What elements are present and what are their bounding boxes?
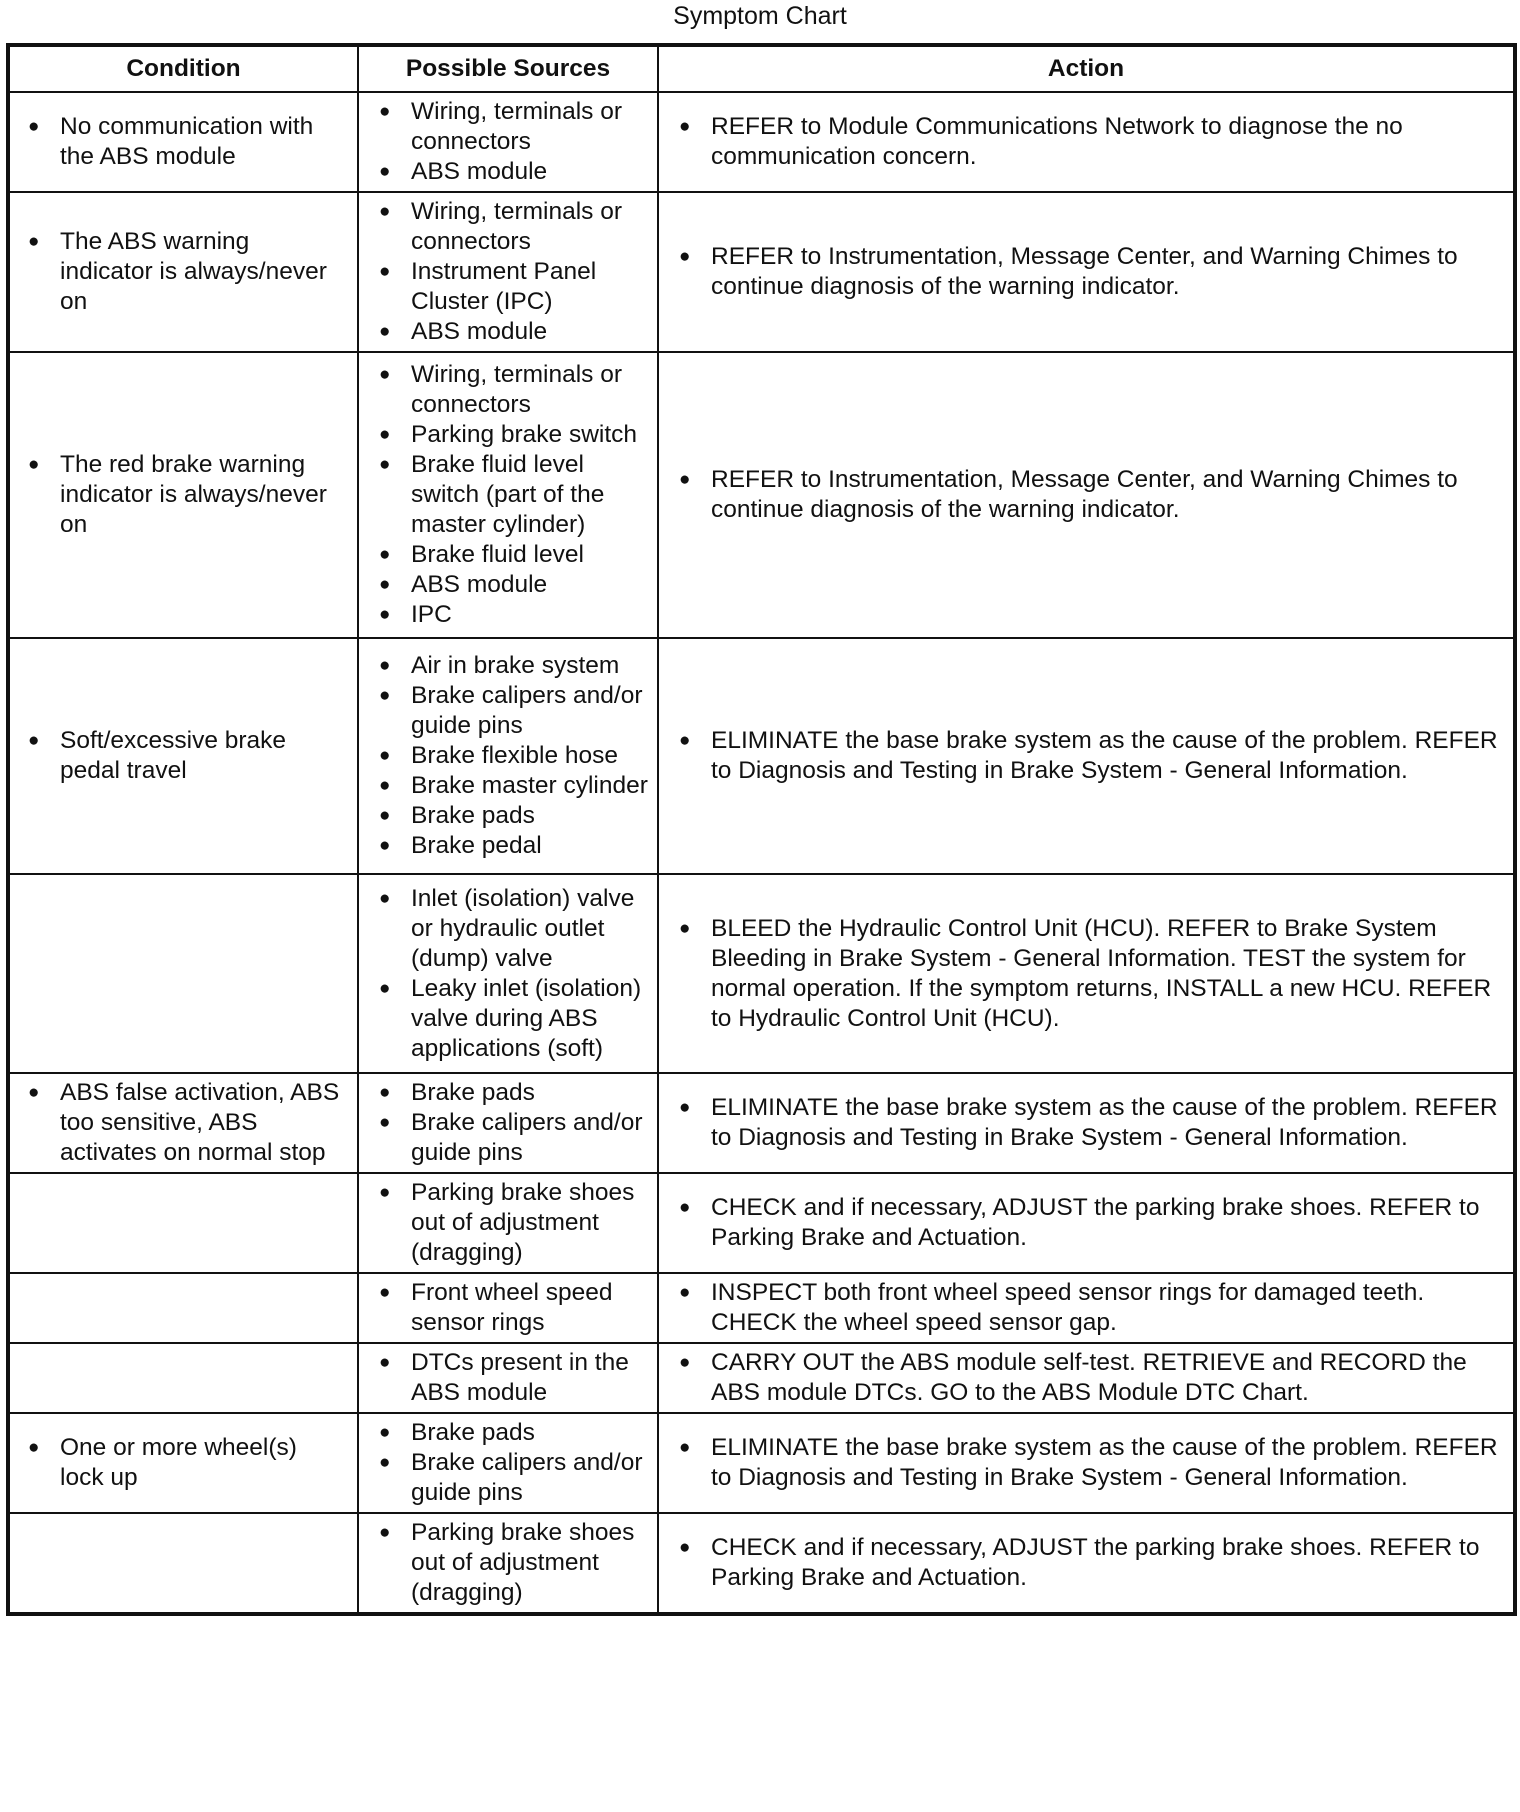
source-item: ● ABS module xyxy=(379,317,649,347)
chart-title: Symptom Chart xyxy=(673,2,847,30)
action-text: ● CHECK and if necessary, ADJUST the parking brake shoes. REFER to Parking Brake and Actuation. xyxy=(679,1193,1499,1253)
condition-text: ● The ABS warning indicator is always/never on xyxy=(28,227,347,317)
table-body xyxy=(8,92,1515,1614)
possible-sources-cell xyxy=(358,638,658,874)
condition-cell xyxy=(8,1173,358,1273)
symptom-table xyxy=(6,43,1517,1616)
source-item: ● Parking brake switch xyxy=(379,420,649,450)
condition-text: ● Soft/excessive brake pedal travel xyxy=(28,726,347,786)
action-text: ● CARRY OUT the ABS module self-test. RETRIEVE and RECORD the ABS module DTCs. GO to the ABS Module DTC Chart. xyxy=(679,1348,1499,1408)
source-item: ● Wiring, terminals or connectors xyxy=(379,197,649,257)
action-cell xyxy=(658,638,1515,874)
source-item: ● Brake master cylinder xyxy=(379,771,649,801)
table-row xyxy=(8,1513,1515,1614)
source-item: ● Brake pads xyxy=(379,1078,649,1108)
source-item: ● ABS module xyxy=(379,570,649,600)
header-action: Action xyxy=(658,45,1515,92)
action-cell xyxy=(658,1513,1515,1614)
action-text: ● REFER to Instrumentation, Message Center, and Warning Chimes to continue diagnosis of the warning indicator. xyxy=(679,465,1499,525)
condition-cell xyxy=(8,1273,358,1343)
table-row xyxy=(8,1273,1515,1343)
action-text: ● ELIMINATE the base brake system as the cause of the problem. REFER to Diagnosis and Testing in Brake System - General Information. xyxy=(679,1433,1499,1493)
condition-cell xyxy=(8,1073,358,1173)
source-item: ● Brake calipers and/or guide pins xyxy=(379,681,649,741)
action-cell xyxy=(658,352,1515,638)
source-item: ● Instrument Panel Cluster (IPC) xyxy=(379,257,649,317)
condition-cell xyxy=(8,92,358,192)
action-text: ● ELIMINATE the base brake system as the cause of the problem. REFER to Diagnosis and Testing in Brake System - General Information. xyxy=(679,1093,1499,1153)
table-row xyxy=(8,1343,1515,1413)
source-item: ● Brake fluid level switch (part of the master cylinder) xyxy=(379,450,649,540)
condition-cell xyxy=(8,1413,358,1513)
condition-cell xyxy=(8,874,358,1073)
possible-sources-cell xyxy=(358,1273,658,1343)
action-cell xyxy=(658,1173,1515,1273)
table-row xyxy=(8,1173,1515,1273)
action-cell xyxy=(658,1413,1515,1513)
condition-cell xyxy=(8,638,358,874)
table-row xyxy=(8,192,1515,352)
source-item: ● Front wheel speed sensor rings xyxy=(379,1278,649,1338)
action-text: ● ELIMINATE the base brake system as the cause of the problem. REFER to Diagnosis and Testing in Brake System - General Information. xyxy=(679,726,1499,786)
possible-sources-cell xyxy=(358,1343,658,1413)
action-cell xyxy=(658,1273,1515,1343)
source-item: ● Brake pedal xyxy=(379,831,649,861)
possible-sources-cell xyxy=(358,1413,658,1513)
table-row xyxy=(8,1413,1515,1513)
action-text: ● CHECK and if necessary, ADJUST the parking brake shoes. REFER to Parking Brake and Actuation. xyxy=(679,1533,1499,1593)
source-item: ● Brake calipers and/or guide pins xyxy=(379,1448,649,1508)
possible-sources-cell xyxy=(358,192,658,352)
source-item: ● Parking brake shoes out of adjustment (dragging) xyxy=(379,1518,649,1608)
table-row xyxy=(8,1073,1515,1173)
table-row xyxy=(8,874,1515,1073)
possible-sources-cell xyxy=(358,92,658,192)
action-text: ● REFER to Instrumentation, Message Center, and Warning Chimes to continue diagnosis of the warning indicator. xyxy=(679,242,1499,302)
possible-sources-cell xyxy=(358,352,658,638)
action-cell xyxy=(658,1343,1515,1413)
header-row xyxy=(8,45,1515,92)
possible-sources-cell xyxy=(358,1073,658,1173)
action-text: ● INSPECT both front wheel speed sensor rings for damaged teeth. CHECK the wheel speed sensor gap. xyxy=(679,1278,1499,1338)
source-item: ● Brake pads xyxy=(379,1418,649,1448)
header-condition: Condition xyxy=(8,45,358,92)
source-item: ● Brake calipers and/or guide pins xyxy=(379,1108,649,1168)
possible-sources-cell xyxy=(358,874,658,1073)
action-text: ● BLEED the Hydraulic Control Unit (HCU). REFER to Brake System Bleeding in Brake System - General Information. TEST the system for normal operation. If the symptom returns, INSTALL a new HCU. REFER to Hydraulic Control Unit (HCU). xyxy=(679,914,1499,1034)
condition-text: ● The red brake warning indicator is always/never on xyxy=(28,450,347,540)
table-row xyxy=(8,352,1515,638)
action-text: ● REFER to Module Communications Network to diagnose the no communication concern. xyxy=(679,112,1499,172)
action-cell xyxy=(658,92,1515,192)
source-item: ● IPC xyxy=(379,600,649,630)
source-item: ● Brake flexible hose xyxy=(379,741,649,771)
source-item: ● Brake fluid level xyxy=(379,540,649,570)
condition-text: ● One or more wheel(s) lock up xyxy=(28,1433,347,1493)
source-item: ● Brake pads xyxy=(379,801,649,831)
condition-cell xyxy=(8,352,358,638)
source-item: ● Parking brake shoes out of adjustment (dragging) xyxy=(379,1178,649,1268)
source-item: ● Leaky inlet (isolation) valve during ABS applications (soft) xyxy=(379,974,649,1064)
condition-cell xyxy=(8,1343,358,1413)
condition-text: ● No communication with the ABS module xyxy=(28,112,347,172)
possible-sources-cell xyxy=(358,1513,658,1614)
source-item: ● DTCs present in the ABS module xyxy=(379,1348,649,1408)
condition-text: ● ABS false activation, ABS too sensitive, ABS activates on normal stop xyxy=(28,1078,347,1168)
action-cell xyxy=(658,874,1515,1073)
action-cell xyxy=(658,1073,1515,1173)
source-item: ● Wiring, terminals or connectors xyxy=(379,360,649,420)
source-item: ● Air in brake system xyxy=(379,651,649,681)
action-cell xyxy=(658,192,1515,352)
source-item: ● ABS module xyxy=(379,157,649,187)
source-item: ● Inlet (isolation) valve or hydraulic outlet (dump) valve xyxy=(379,884,649,974)
source-item: ● Wiring, terminals or connectors xyxy=(379,97,649,157)
condition-cell xyxy=(8,192,358,352)
table-row xyxy=(8,638,1515,874)
table-row xyxy=(8,92,1515,192)
possible-sources-cell xyxy=(358,1173,658,1273)
condition-cell xyxy=(8,1513,358,1614)
header-possible-sources: Possible Sources xyxy=(358,45,658,92)
